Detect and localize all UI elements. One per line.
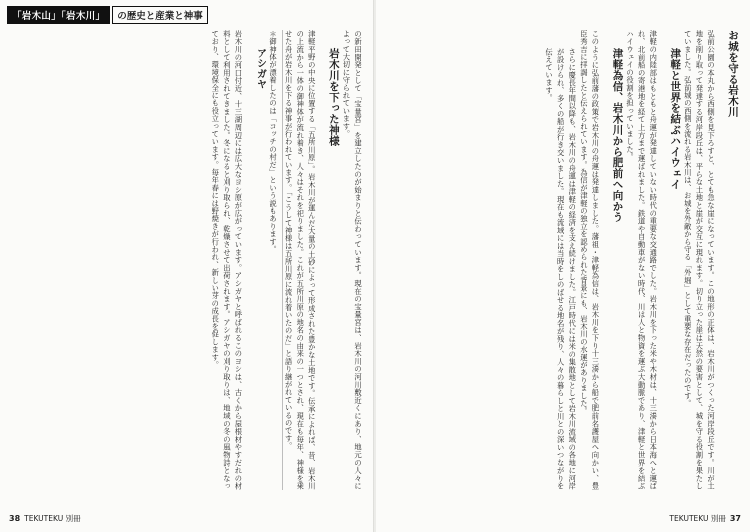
page-header — [7, 6, 369, 24]
highway-paragraph: 津軽の内陸部はもともと舟運が発達していない時代の重要な交通路でした。岩木川を下った米や木材は、十三湊から日本海へと運ばれ、北前船の寄港地を経て上方まで運ばれました。鉄道や自動車がない時代、川は人と物資を運ぶ大動脈であり、津軽と世界を結ぶハイウェイの役割を担っていました。 — [626, 30, 659, 490]
footnote: ＊御神体が漂着したのは「コッチの村だ」という説もあります。 — [267, 30, 283, 490]
heading-ashigaya: アシガヤ — [254, 48, 266, 90]
folio-label: TEKUTEKU 別冊 — [669, 514, 726, 523]
castle-paragraph: 弘前公園の本丸から西側を見下ろすと、とても急な崖になっています。この地形の正体は、岩木川がつくった河岸段丘です。川が土地を削り取って発達する河岸段丘は、平らな土地と崖が交互に現れます。切り立った崖は天然の要害として、城を守る役割を果たしていました。弘前城の西側を流れる岩木川は、お城を外敵から守る「外堀」として重要な存在だったのです。 — [683, 30, 716, 490]
right-page — [376, 0, 750, 532]
right-folio — [669, 513, 741, 524]
heading-tamenobu: 津軽為信、岩木川から肥前へ向かう — [611, 48, 624, 223]
left-page — [0, 0, 374, 532]
intro-paragraph: の新田開発として「宝量宮」を建立したのが始まりと伝わっています。現在の宝量宮は、岩木川の河川敷近くにあり、地元の人々によって大切に守られています。 — [342, 30, 363, 490]
heading-godshintai: 岩木川を下った神様 — [327, 48, 340, 147]
folio-label: TEKUTEKU 別冊 — [24, 514, 81, 523]
godshintai-paragraph: 津軽平野の中央に位置する「五所川原」。岩木川が運んだ大量の土砂によって形成された豊かな土地です。伝承によれば、昔、岩木川の上流から一体の御神体が流れ着き、人々はそれを祀りました。これが五所川原の地名の由来の一つとされ、現在も毎年、神様を乗せた舟が岩木川を下る神事が行われています。「こうして神様は五所川原に流れ着いたのだ」と語り継がれているのです。 — [284, 30, 317, 490]
heading-highway: 津軽と世界を結ぶハイウェイ — [669, 48, 682, 190]
tamenobu-paragraph: このように弘前藩の政策で岩木川の舟運は発達しました。藩祖・津軽為信は、岩木川を下り十三湊から船で肥前名護屋へ向かい、豊臣秀吉に拝謁したと伝えられています。為信が津軽の独立を認められた背景にも、岩木川の水運がありました。 — [579, 30, 601, 490]
heading-castle: お城を守る岩木川 — [727, 30, 739, 118]
header-tag: 「岩木山」「岩木川」 — [7, 6, 110, 24]
header-title: の歴史と産業と神事 — [112, 6, 208, 24]
right-text-column — [384, 30, 740, 490]
page-number: 37 — [729, 514, 741, 523]
closing-paragraph: さらに慶長年間以降も、岩木川の舟運は津軽の経済を支え続けました。江戸時代には米の集散地として岩木川流域の各地に河岸が設けられ、多くの船が行き交いました。現在も流域には当時をしのばせる地名が残り、人々の暮らしと川との深いつながりを伝えています。 — [545, 48, 578, 490]
left-text-column — [8, 30, 364, 490]
ashigaya-paragraph: 岩木川の河口付近、十三湖周辺には広大なヨシ原が広がっています。アシガヤと呼ばれるこのヨシは、古くから屋根材やすだれの材料として利用されてきました。冬になると刈り取られ、乾燥させて出荷されます。アシガヤの刈り取りは、地域の冬の風物詩となっており、環境保全にも役立っています。毎年春には野焼きが行われ、新しい芽の成長を促します。 — [211, 30, 244, 490]
page-number: 38 — [9, 514, 21, 523]
left-folio — [9, 513, 81, 524]
